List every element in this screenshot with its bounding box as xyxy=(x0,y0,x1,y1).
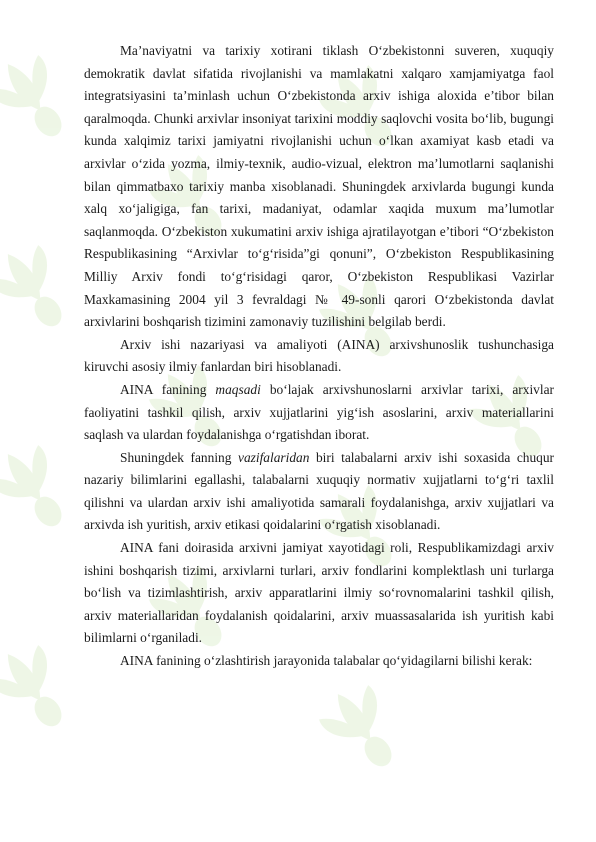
paragraph xyxy=(84,379,554,447)
paragraph-text: AINA fanining o‘zlashtirish jarayonida talabalar qo‘yidagilarni bilishi kerak: xyxy=(120,653,533,669)
pineapple-leaf-icon xyxy=(0,236,83,342)
pineapple-leaf-icon xyxy=(0,436,83,542)
emphasized-term: vazifalaridan xyxy=(238,449,310,465)
pineapple-leaf-icon xyxy=(0,46,83,152)
paragraph-text: Arxiv ishi nazariyasi va amaliyoti (AINA) arxivshunoslik tushunchasiga kiruvchi asosiy ilmiy fanlardan biri hisoblanadi. xyxy=(84,336,554,375)
paragraph xyxy=(84,334,554,379)
paragraph-text: Shuningdek fanning xyxy=(120,449,238,465)
paragraph xyxy=(84,40,554,334)
paragraph xyxy=(84,537,554,650)
paragraph xyxy=(84,447,554,537)
emphasized-term: maqsadi xyxy=(215,381,261,397)
paragraph-text: AINA fani doirasida arxivni jamiyat xayotidagi roli, Respublikamizdagi arxiv ishini boshqarish tizimi, arxivlarni turlari, arxiv fondlarini komplektlash uni turlarga bo‘lish va tizimlashtirish, arxiv apparatlarini ilmiy so‘rovnomalarini tashkil qilish, arxiv materiallaridan foydalanish qoidalarini, arxiv muassasalarida ish yuritish kabi bilimlarni o‘rganiladi. xyxy=(84,540,554,646)
paragraph-text: biri talabalarni arxiv ishi soxasida chuqur nazariy bilimlarini egallashi, talabalarni xuquqiy normativ xujjatlarni to‘g‘ri taxlil qilishni va ulardan arxiv ishi amaliyotida samarali foydalanishga, arxiv xujjatlari va arxivda ish yuritish, arxiv etikasi qoidalarini o‘rgatish xisoblanadi. xyxy=(84,449,554,533)
document-body xyxy=(84,40,554,673)
paragraph-text: bo‘lajak arxivshunoslarni arxivlar tarixi, arxivlar faoliyatini tashkil qilish, arxiv xujjatlarini yig‘ish asoslarini, arxiv materiallarini saqlash va ulardan foydalanishga o‘rgatishdan iborat. xyxy=(84,381,554,443)
paragraph-text: AINA fanining xyxy=(120,381,216,397)
pineapple-leaf-icon xyxy=(0,636,83,742)
paragraph-text: Ma’naviyatni va tarixiy xotirani tiklash O‘zbekistonni suveren, xuquqiy demokratik davlat sifatida rivojlanishi va mamlakatni xalqaro xamjamiyatga faol integratsiyasini ta’minlash uchun O‘zbekistonda arxiv ishiga aloxida e’tibor bilan qaralmoqda. Chunki arxivlar insoniyat tarixini moddiy saqlovchi vosita bo‘lib, bugungi kunda xalqimiz tarixi jamiyatni rivojlanishi uchun o‘lkan axamiyat kasb etadi va arxivlar o‘zida yozma, ilmiy-texnik, audio-vizual, elektron ma’lumotlarni saqlanishi bilan qimmatbaxo tarixiy manba xisoblanadi. Shuningdek arxivlarda bugungi kunda xalq xo‘jaligiga, fan tarixi, madaniyat, odamlar xaqida muxum ma’lumotlar saqlanmoqda. O‘zbekiston xukumatini arxiv ishiga ajratilayotgan e’tibori “O‘zbekiston Respublikasining “Arxivlar to‘g‘risida”gi qonuni”, O‘zbekiston Respublikasining Milliy Arxiv fondi to‘g‘risidagi qaror, O‘zbekiston Respublikasi Vazirlar Maxkamasining 2004 yil 3 fevraldagi № 49-sonli qarori O‘zbekistonda davlat arxivlarini boshqarish tizimini zamonaviy tuzilishini belgilab berdi. xyxy=(84,43,554,330)
pineapple-leaf-icon xyxy=(313,676,413,782)
paragraph xyxy=(84,650,554,673)
